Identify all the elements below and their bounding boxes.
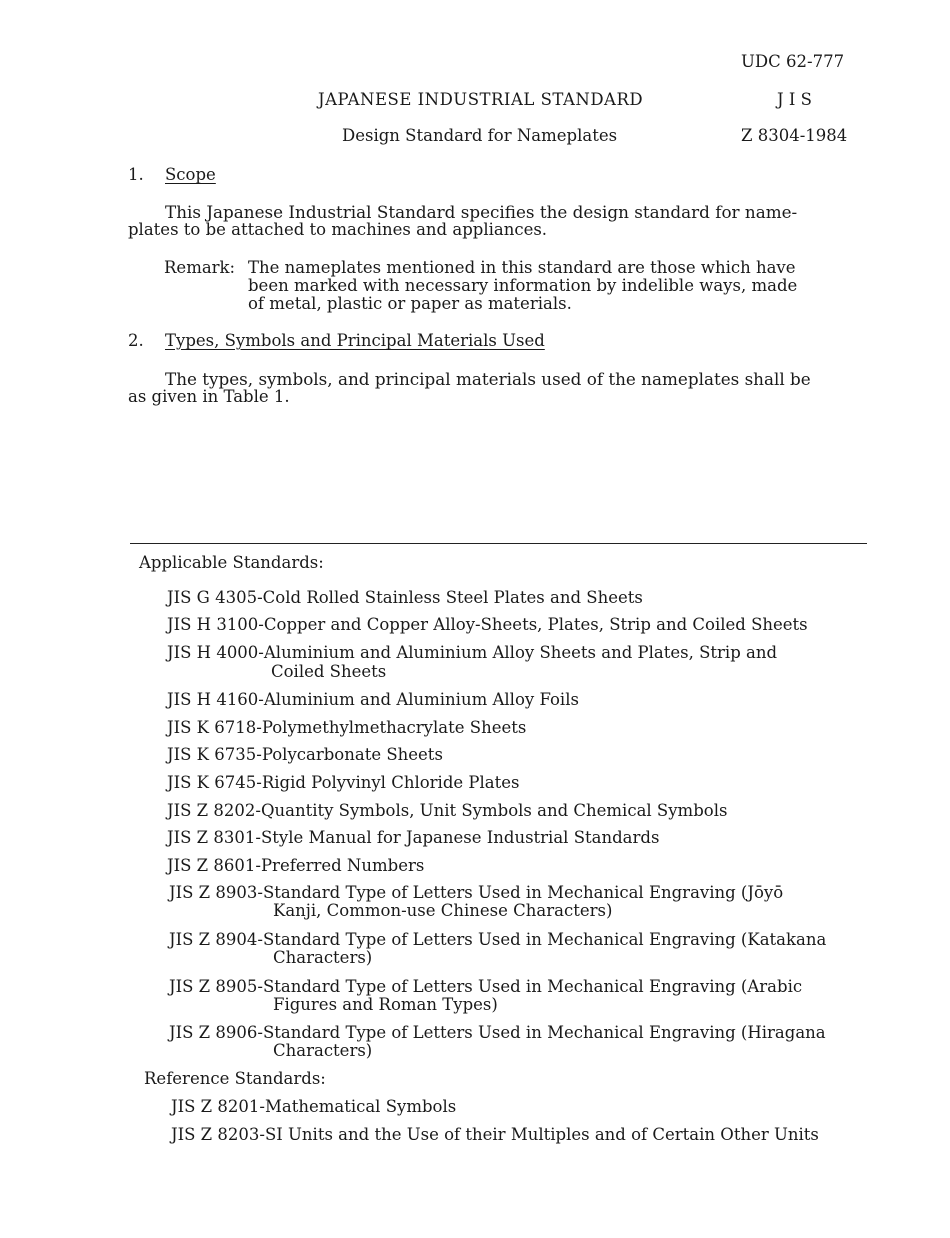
standard-item-continuation: Characters)	[273, 948, 373, 967]
section-1-heading: Scope	[165, 165, 216, 184]
standard-item: JIS Z 8202-Quantity Symbols, Unit Symbols and Chemical Symbols	[167, 801, 728, 820]
jis-mark: J I S	[777, 90, 812, 109]
footnote-divider	[130, 543, 867, 544]
udc-number: UDC 62-777	[741, 52, 845, 71]
section-1-number: 1.	[128, 165, 144, 184]
reference-item: JIS Z 8201-Mathematical Symbols	[171, 1097, 457, 1116]
standard-item: JIS H 3100-Copper and Copper Alloy-Sheets, Plates, Strip and Coiled Sheets	[167, 615, 808, 634]
remark-line-3: of metal, plastic or paper as materials.	[248, 294, 572, 313]
standard-item: JIS Z 8904-Standard Type of Letters Used in Mechanical Engraving (Katakana	[169, 930, 827, 949]
standard-item: JIS Z 8301-Style Manual for Japanese Industrial Standards	[167, 828, 660, 847]
standard-item: JIS H 4000-Aluminium and Aluminium Alloy Sheets and Plates, Strip and	[167, 643, 778, 662]
types-paragraph-line-1: The types, symbols, and principal materials used of the nameplates shall be	[165, 369, 811, 389]
standard-item: JIS K 6745-Rigid Polyvinyl Chloride Plates	[167, 773, 520, 792]
scope-paragraph-line-1: This Japanese Industrial Standard specifies the design standard for name-	[165, 202, 798, 222]
section-2-heading: Types, Symbols and Principal Materials Used	[165, 331, 545, 350]
types-paragraph-line-2: as given in Table 1.	[128, 387, 290, 406]
standard-item: JIS G 4305-Cold Rolled Stainless Steel Plates and Sheets	[167, 588, 643, 607]
document-title: JAPANESE INDUSTRIAL STANDARD	[318, 90, 644, 109]
section-2-number: 2.	[128, 331, 144, 350]
standard-item-continuation: Characters)	[273, 1041, 373, 1060]
standard-item-continuation: Kanji, Common-use Chinese Characters)	[273, 901, 613, 920]
scope-paragraph-line-2: plates to be attached to machines and appliances.	[128, 220, 548, 239]
remark-label: Remark:	[164, 258, 236, 277]
standard-item: JIS Z 8903-Standard Type of Letters Used in Mechanical Engraving (Jōyō	[169, 883, 784, 902]
reference-item: JIS Z 8203-SI Units and the Use of their Multiples and of Certain Other Units	[171, 1125, 819, 1144]
standard-number: Z 8304-1984	[741, 126, 848, 145]
remark-line-2: been marked with necessary information by indelible ways, made	[248, 276, 798, 295]
standard-item: JIS Z 8601-Preferred Numbers	[167, 856, 425, 875]
reference-standards-heading: Reference Standards:	[144, 1069, 326, 1088]
standard-item: JIS Z 8906-Standard Type of Letters Used in Mechanical Engraving (Hiragana	[169, 1023, 826, 1042]
standard-item-continuation: Coiled Sheets	[271, 662, 387, 681]
standard-item-continuation: Figures and Roman Types)	[273, 995, 498, 1014]
standard-item: JIS K 6735-Polycarbonate Sheets	[167, 745, 443, 764]
standard-item: JIS K 6718-Polymethylmethacrylate Sheets	[167, 718, 527, 737]
remark-line-1: The nameplates mentioned in this standard are those which have	[248, 258, 796, 277]
standard-item: JIS H 4160-Aluminium and Aluminium Alloy Foils	[167, 690, 579, 709]
applicable-standards-heading: Applicable Standards:	[139, 553, 324, 572]
document-subtitle: Design Standard for Nameplates	[342, 126, 618, 145]
standard-item: JIS Z 8905-Standard Type of Letters Used in Mechanical Engraving (Arabic	[169, 977, 803, 996]
